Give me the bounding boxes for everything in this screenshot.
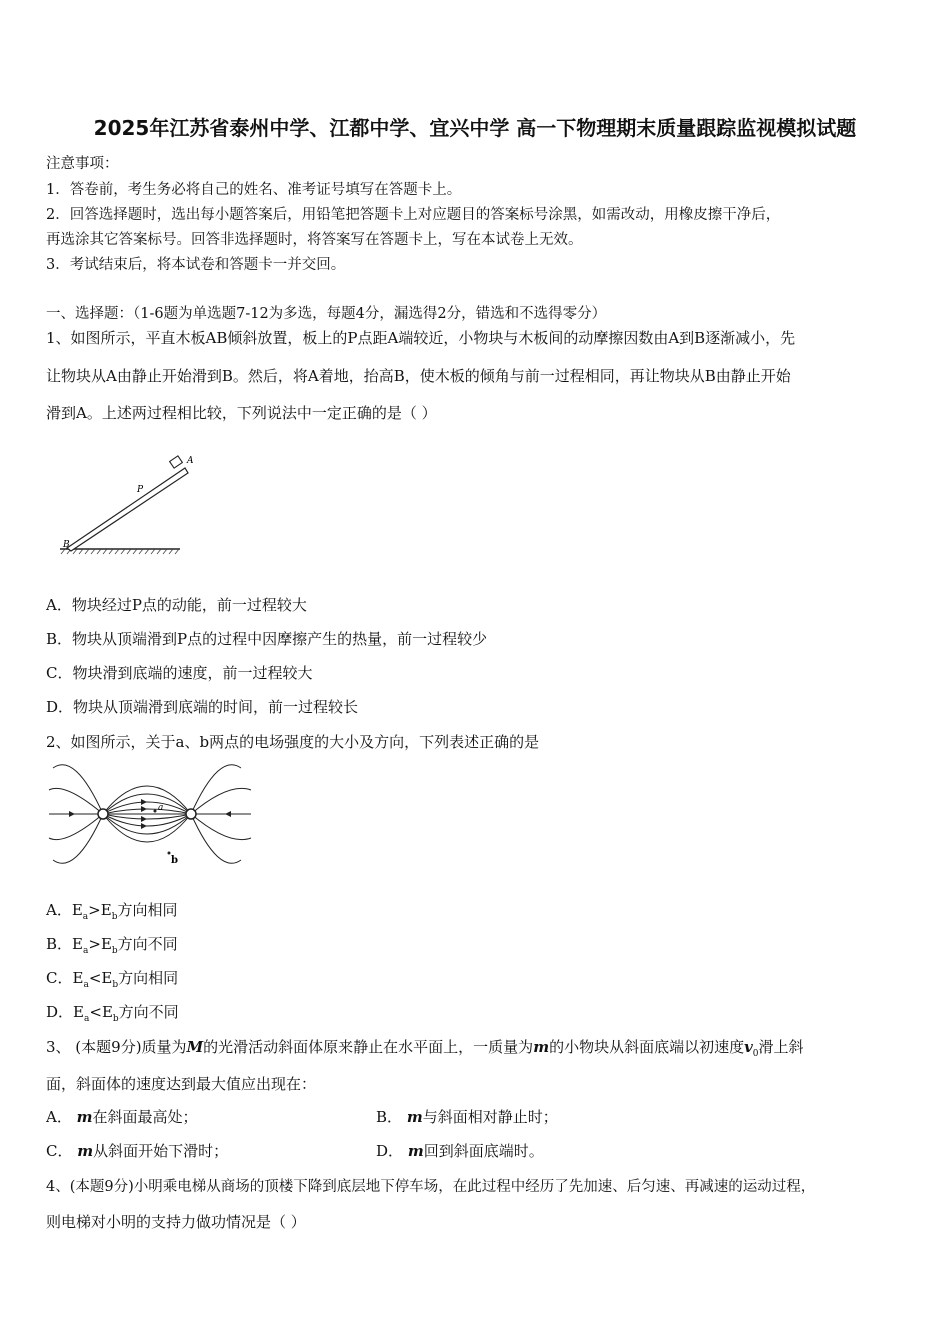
small-block <box>170 456 183 468</box>
q3-stem-line: 面，斜面体的速度达到最大值应出现在： <box>46 1075 317 1093</box>
label-b: b <box>171 855 178 866</box>
q1-stem-line: 1、如图所示，平直木板AB倾斜放置，板上的P点距A端较近，小物块与木板间的动摩擦因数由A到B逐渐减小，先 <box>46 329 796 347</box>
q3-option-d[interactable]: D． m回到斜面底端时。 <box>376 1142 544 1160</box>
q1-incline-figure <box>55 450 194 558</box>
q1-stem-line: 滑到A。上述两过程相比较，下列说法中一定正确的是（ ） <box>46 404 437 422</box>
notice-item: 再选涂其它答案标号。回答非选择题时，将答案写在答题卡上，写在本试卷上无效。 <box>46 232 583 248</box>
q3-stem-line: 3、 (本题9分)质量为M的光滑活动斜面体原来静止在水平面上，一质量为m的小物块从斜面底端以初速度$v_0$滑上斜 <box>46 1038 804 1059</box>
q2-option-b[interactable]: B．$E_a>E_b$方向不同 <box>46 935 178 956</box>
notice-heading: 注意事项： <box>46 156 119 172</box>
q3-option-a[interactable]: A． m在斜面最高处； <box>46 1108 198 1126</box>
section-heading: 一、选择题：（1-6题为单选题7-12为多选，每题4分，漏选得2分，错选和不选得零分） <box>46 306 607 322</box>
page-title: 2025年江苏省泰州中学、江都中学、宜兴中学 高一下物理期末质量跟踪监视模拟试题 <box>93 116 857 140</box>
q2-stem: 2、如图所示，关于a、b两点的电场强度的大小及方向，下列表述正确的是 <box>46 733 540 751</box>
field-lines <box>49 765 251 864</box>
charge-left <box>98 809 108 819</box>
q1-option-b[interactable]: B．物块从顶端滑到P点的过程中因摩擦产生的热量，前一过程较少 <box>46 630 488 648</box>
q2-option-c[interactable]: C．$E_a<E_b$方向相同 <box>46 969 179 990</box>
q3-option-b[interactable]: B． m与斜面相对静止时； <box>376 1108 558 1126</box>
label-p: P <box>137 485 144 495</box>
q3-option-c[interactable]: C． m从斜面开始下滑时； <box>46 1142 229 1160</box>
notice-item: 1．答卷前，考生务必将自己的姓名、准考证号填写在答题卡上。 <box>46 182 462 198</box>
label-b: B <box>63 540 70 550</box>
notice-item: 3．考试结束后，将本试卷和答题卡一并交回。 <box>46 257 346 273</box>
q1-option-d[interactable]: D．物块从顶端滑到底端的时间，前一过程较长 <box>46 698 359 716</box>
q1-option-a[interactable]: A．物块经过P点的动能，前一过程较大 <box>46 596 307 614</box>
q2-option-d[interactable]: D．$E_a<E_b$方向不同 <box>46 1003 179 1024</box>
q2-option-a[interactable]: A．$E_a>E_b$方向相同 <box>46 901 178 922</box>
q4-stem-line: 4、(本题9分)小明乘电梯从商场的顶楼下降到底层地下停车场，在此过程中经历了先加速、后匀速、再减速的运动过程， <box>46 1179 816 1195</box>
q1-option-c[interactable]: C．物块滑到底端的速度，前一过程较大 <box>46 664 313 682</box>
charge-right <box>186 809 196 819</box>
q1-stem-line: 让物块从A由静止开始滑到B。然后，将A着地，抬高B，使木板的倾角与前一过程相同，再让物块从B由静止开始 <box>46 367 791 385</box>
label-a: A <box>187 456 194 466</box>
point-a <box>154 810 157 813</box>
q2-field-lines-figure <box>45 762 255 867</box>
incline-board <box>67 468 188 551</box>
q4-stem-line: 则电梯对小明的支持力做功情况是（ ） <box>46 1213 306 1231</box>
label-a: a <box>158 803 164 813</box>
notice-item: 2．回答选择题时，选出每小题答案后，用铅笔把答题卡上对应题目的答案标号涂黑，如需改动，用橡皮擦干净后， <box>46 207 781 223</box>
